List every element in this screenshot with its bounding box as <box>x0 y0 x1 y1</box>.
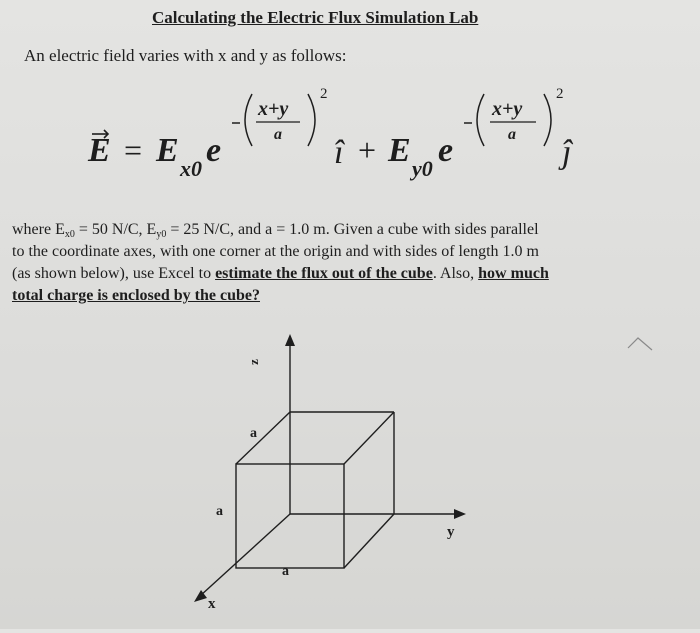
eq-exp1-denominator: a <box>274 126 282 143</box>
y-axis-arrowhead <box>454 509 466 519</box>
cube-diagram <box>170 328 490 633</box>
eq-coef2: E <box>388 132 411 169</box>
eq-coef1-sub: x0 <box>180 156 202 181</box>
eq-exp1-numerator: x+y <box>258 98 289 120</box>
side-label-left: a <box>216 504 223 519</box>
side-label-top: a <box>250 426 257 441</box>
side-label-bottom: a <box>282 564 289 579</box>
eq-base-e2: e <box>438 132 454 169</box>
eq-exp1-power: 2 <box>320 86 328 102</box>
pen-mark <box>626 334 656 354</box>
eq-unit-i: î <box>334 134 344 171</box>
problem-line-1: where $E_{x0} = 50$ N/C, $E_{y0} = 25$ N/C, and a = 1.0 m. Given a cube with sides parallel <box>12 221 539 240</box>
emphasis-flux: estimate the flux out of the cube <box>215 265 433 282</box>
eq-exp2-denominator: a <box>508 126 516 143</box>
electric-field-equation <box>0 80 700 190</box>
eq-exp2-numerator: x+y <box>492 98 523 120</box>
axis-label-x: x <box>208 596 216 612</box>
z-axis-arrowhead <box>285 334 295 346</box>
problem-line-4 <box>12 285 672 307</box>
eq-coef2-sub: y0 <box>412 156 433 181</box>
intro-text: An electric field varies with x and y as follows: <box>24 46 347 65</box>
axis-label-y: y <box>447 524 455 540</box>
eq-equals: = <box>124 132 143 168</box>
eq-unit-j: ĵ <box>562 134 572 171</box>
eq-plus: + <box>358 132 377 168</box>
problem-line-2: to the coordinate axes, with one corner at the origin and with sides of length 1.0 m <box>12 243 539 260</box>
page-title: Calculating the Electric Flux Simulation Lab <box>152 8 479 27</box>
problem-line-3: (as shown below), use Excel to estimate the flux out of the cube. Also, how much <box>12 265 549 282</box>
eq-lhs-E: E <box>88 132 111 169</box>
emphasis-how-much: how much <box>478 265 549 282</box>
axis-label-z: z <box>245 359 261 365</box>
emphasis-total-charge: total charge is enclosed by the cube? <box>12 287 260 304</box>
eq-coef1: E <box>156 132 179 169</box>
problem-statement <box>12 219 672 307</box>
eq-base-e1: e <box>206 132 222 169</box>
cube-axes-figure <box>170 328 490 628</box>
x-axis-line <box>200 514 290 596</box>
eq-exp2-power: 2 <box>556 86 564 102</box>
